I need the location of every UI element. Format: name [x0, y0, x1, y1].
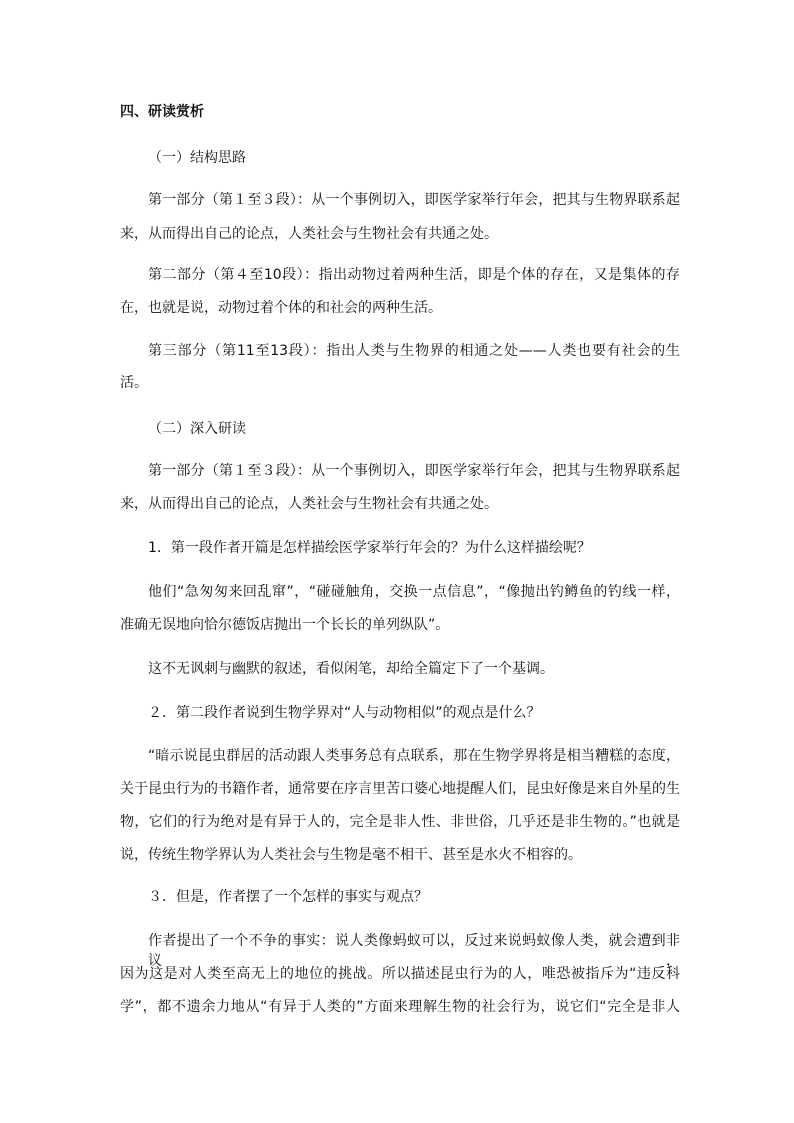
paragraph-line: 活。 [120, 375, 148, 391]
paragraph-line: 第一部分（第１至３段）：从一个事例切入，即医学家举行年会，把其与生物界联系起 [148, 192, 680, 208]
paragraph-line: 这不无讽刺与幽默的叙述，看似闲笔，却给全篇定下了一个基调。 [148, 661, 554, 677]
paragraph-line: 来，从而得出自己的论点，人类社会与生物社会有共通之处。 [120, 496, 498, 512]
paragraph-line: 在，也就是说，动物过着个体的和社会的两种生活。 [120, 300, 442, 316]
paragraph-line: 第一部分（第１至３段）：从一个事例切入，即医学家举行年会，把其与生物界联系起 [148, 463, 680, 479]
subsection-heading: （二）深入研读 [148, 421, 246, 437]
question-1: 1．第一段作者开篇是怎样描绘医学家举行年会的？为什么这样描绘呢？ [148, 540, 591, 556]
question-2: ２．第二段作者说到生物学界对“人与动物相似”的观点是什么？ [148, 705, 541, 721]
paragraph-line: 第三部分（第11至13段）：指出人类与生物界的相通之处——人类也要有社会的生 [148, 343, 680, 359]
paragraph-line: 来，从而得出自己的论点，人类社会与生物社会有共通之处。 [120, 226, 498, 242]
paragraph-line: 说，传统生物学界认为人类社会与生物是毫不相干、甚至是水火不相容的。 [120, 847, 582, 863]
paragraph-line: 他们“急匆匆来回乱窜”，“碰碰触角，交换一点信息”，“像抛出钓鳟鱼的钓线一样， [148, 584, 680, 600]
subsection-heading: （一）结构思路 [148, 150, 246, 166]
paragraph-line: 学”，都不遗余力地从“有异于人类的”方面来理解生物的社会行为，说它们“完全是非人 [120, 999, 680, 1015]
paragraph-line: 物，它们的行为绝对是有异于人的，完全是非人性、非世俗，几乎还是非生物的。”也就是 [120, 814, 680, 830]
paragraph-line: “暗示说昆虫群居的活动跟人类事务总有点联系，那在生物学界将是相当糟糕的态度， [148, 748, 680, 764]
paragraph-line: 关于昆虫行为的书籍作者，通常要在序言里苦口婆心地提醒人们，昆虫好像是来自外星的生 [120, 781, 680, 797]
section-title: 四、研读赏析 [120, 104, 204, 120]
paragraph-line: 因为这是对人类至高无上的地位的挑战。所以描述昆虫行为的人，唯恐被指斥为“违反科 [120, 966, 680, 982]
question-3: ３．但是，作者摆了一个怎样的事实与观点？ [148, 889, 428, 905]
paragraph-line: 第二部分（第４至10段）：指出动物过着两种生活，即是个体的存在，又是集体的存 [148, 267, 680, 283]
paragraph-line: 准确无误地向恰尔德饭店抛出一个长长的单列纵队”。 [120, 617, 450, 633]
paragraph-line: 作者提出了一个不争的事实：说人类像蚂蚁可以，反过来说蚂蚁像人类，就会遭到非议， [148, 933, 680, 969]
